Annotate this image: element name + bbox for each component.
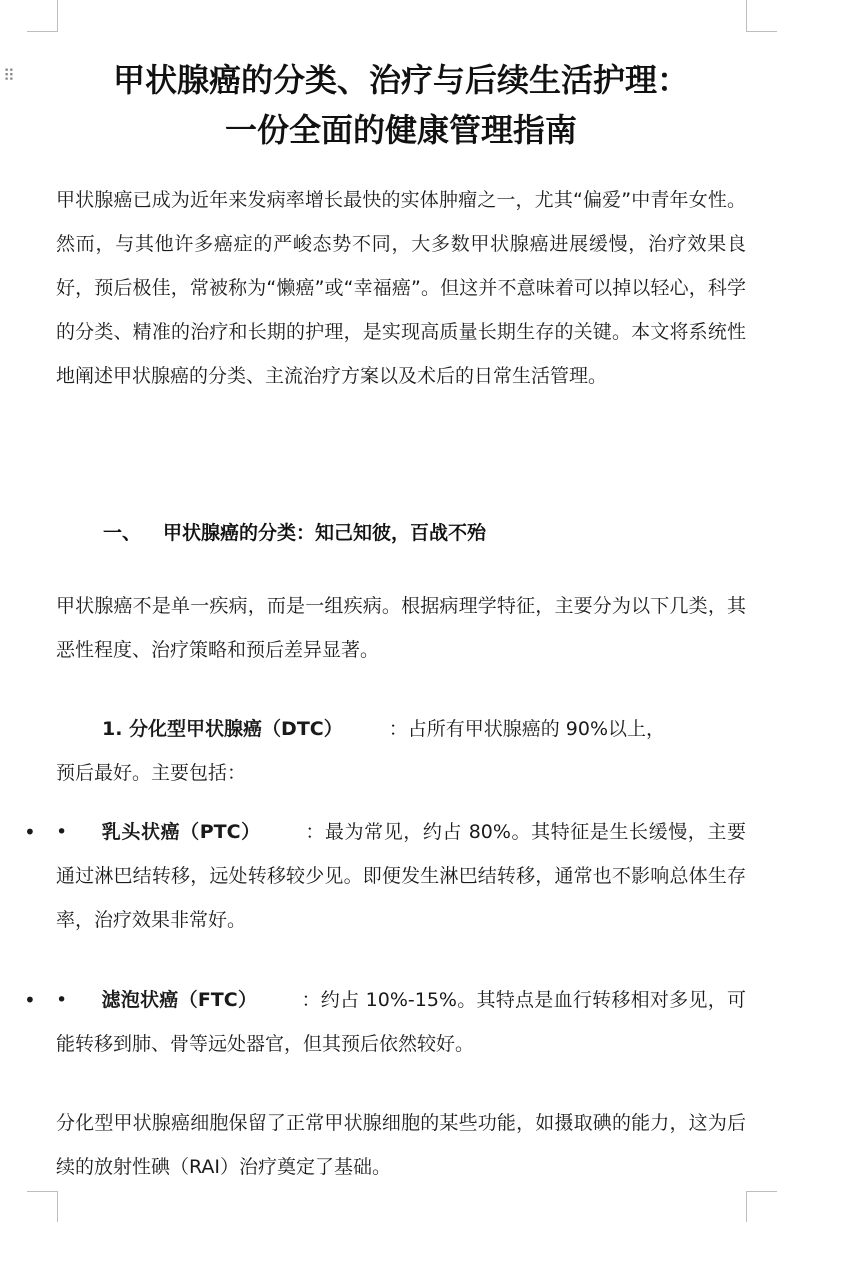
section-title: 甲状腺癌的分类：知己知彼，百战不殆 [163, 522, 487, 544]
page-corner-top-left [27, 0, 58, 32]
section-heading [103, 513, 486, 553]
page-corner-bottom-right [746, 1191, 777, 1222]
bullet-inner-marker: • [56, 989, 68, 1011]
list-item [56, 978, 746, 1066]
bullet-term: 乳头状癌（PTC） [101, 821, 261, 843]
page-corner-top-right [746, 0, 777, 32]
bullet-marker: • [24, 988, 36, 1012]
intro-paragraph: 甲状腺癌已成为近年来发病率增长最快的实体肿瘤之一，尤其“偏爱”中青年女性。然而，与其他许多癌症的严峻态势不同，大多数甲状腺癌进展缓慢，治疗效果良好，预后极佳，常被称为“懒癌”或“幸福癌”。但这并不意味着可以掉以轻心，科学的分类、精准的治疗和长期的护理，是实现高质量长期生存的关键。本文将系统性地阐述甲状腺癌的分类、主流治疗方案以及术后的日常生活管理。 [56, 189, 746, 387]
bullet-inner-marker: • [56, 821, 68, 843]
subsection-desc-rest: 预后最好。主要包括： [56, 762, 247, 784]
document-title-line2: 一份全面的健康管理指南 [224, 111, 577, 149]
page-corner-bottom-left [27, 1191, 58, 1222]
subsection-desc-line1: ：占所有甲状腺癌的 90%以上， [388, 718, 666, 740]
section-number: 一、 [103, 522, 142, 544]
bullet-text: ：约占 10%-15%。其特点是血行转移相对多见，可能转移到肺、骨等远处器官，但其预后依然较好。 [56, 989, 747, 1055]
drag-handle-icon[interactable]: ⠿ [3, 66, 14, 85]
section-intro-paragraph: 甲状腺癌不是单一疾病，而是一组疾病。根据病理学特征，主要分为以下几类，其恶性程度、治疗策略和预后差异显著。 [56, 595, 746, 661]
subsection-title: 1. 分化型甲状腺癌（DTC） [102, 718, 343, 740]
subsection-heading [56, 707, 746, 795]
closing-paragraph: 分化型甲状腺癌细胞保留了正常甲状腺细胞的某些功能，如摄取碘的能力，这为后续的放射性碘（RAI）治疗奠定了基础。 [56, 1112, 746, 1178]
bullet-text: ：最为常见，约占 80%。其特征是生长缓慢，主要通过淋巴结转移，远处转移较少见。即便发生淋巴结转移，通常也不影响总体生存率，治疗效果非常好。 [56, 821, 746, 931]
bullet-term: 滤泡状癌（FTC） [101, 989, 258, 1011]
list-item [56, 810, 746, 942]
bullet-marker: • [24, 820, 36, 844]
document-title-line1: 甲状腺癌的分类、治疗与后续生活护理： [112, 61, 689, 99]
